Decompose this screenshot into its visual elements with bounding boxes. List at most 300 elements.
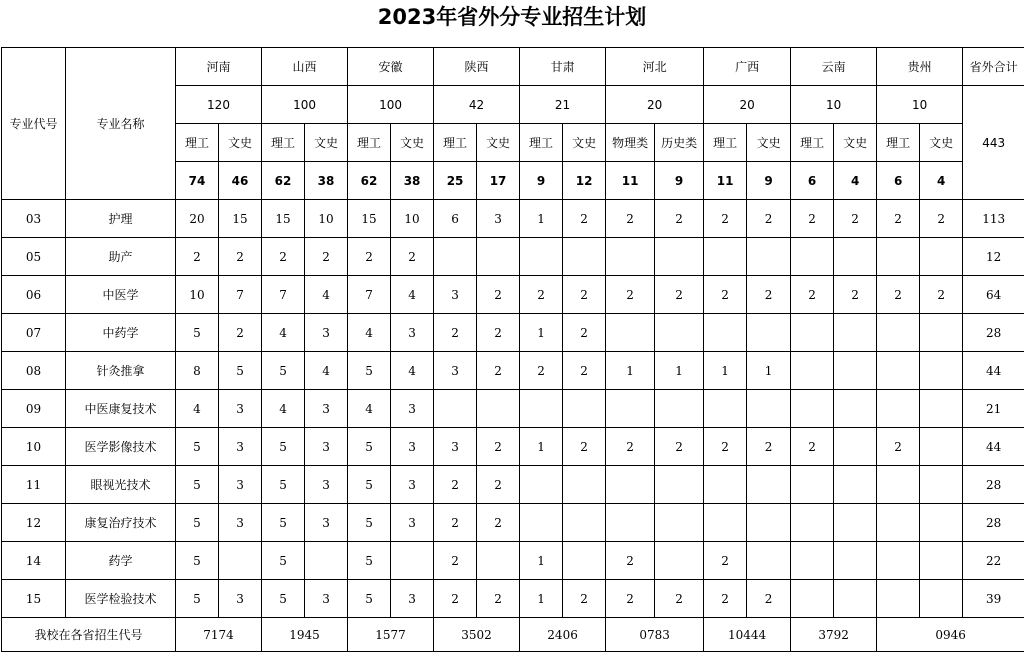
category-label: 理工: [176, 124, 219, 162]
major-name: 助产: [66, 238, 176, 276]
plan-cell: 5: [262, 542, 305, 580]
plan-cell: 3: [391, 580, 434, 618]
table-row: [2, 352, 1024, 390]
plan-cell: 4: [176, 390, 219, 428]
plan-cell: 3: [434, 352, 477, 390]
enrollment-code: 0783: [606, 618, 704, 652]
plan-cell: 3: [305, 580, 348, 618]
category-label: 文史: [477, 124, 520, 162]
plan-cell: 2: [606, 200, 655, 238]
plan-cell: [834, 352, 877, 390]
plan-cell: 1: [747, 352, 791, 390]
plan-cell: 4: [391, 352, 434, 390]
plan-cell: [704, 238, 747, 276]
province-total: 42: [434, 86, 520, 124]
enrollment-code: 7174: [176, 618, 262, 652]
category-label: 物理类: [606, 124, 655, 162]
plan-cell: 2: [655, 200, 704, 238]
plan-cell: 3: [305, 390, 348, 428]
plan-cell: 2: [920, 276, 963, 314]
plan-cell: [920, 314, 963, 352]
plan-cell: [877, 314, 920, 352]
major-name: 护理: [66, 200, 176, 238]
major-code: 07: [2, 314, 66, 352]
category-label: 理工: [434, 124, 477, 162]
plan-cell: 2: [747, 580, 791, 618]
plan-cell: 3: [219, 504, 262, 542]
plan-cell: 2: [176, 238, 219, 276]
major-name: 中医康复技术: [66, 390, 176, 428]
plan-cell: [920, 466, 963, 504]
plan-cell: 2: [747, 428, 791, 466]
plan-cell: 3: [305, 314, 348, 352]
plan-cell: 2: [606, 428, 655, 466]
category-count: 11: [704, 162, 747, 200]
plan-cell: 3: [219, 466, 262, 504]
plan-cell: [704, 314, 747, 352]
plan-cell: 1: [520, 542, 563, 580]
plan-cell: [305, 542, 348, 580]
plan-cell: [747, 504, 791, 542]
major-name: 药学: [66, 542, 176, 580]
plan-cell: 2: [704, 276, 747, 314]
plan-cell: 2: [877, 428, 920, 466]
plan-cell: [877, 390, 920, 428]
plan-cell: 3: [391, 466, 434, 504]
table-header: [2, 48, 1024, 200]
plan-cell: [747, 390, 791, 428]
total-header: 省外合计: [963, 48, 1024, 86]
plan-cell: [877, 352, 920, 390]
province-name: 河南: [176, 48, 262, 86]
plan-cell: [520, 504, 563, 542]
plan-cell: [920, 504, 963, 542]
plan-cell: 2: [747, 200, 791, 238]
plan-cell: [834, 580, 877, 618]
row-total: 64: [963, 276, 1024, 314]
plan-cell: [834, 390, 877, 428]
footer-label: 我校在各省招生代号: [2, 618, 176, 652]
plan-cell: 1: [520, 200, 563, 238]
major-name: 针灸推拿: [66, 352, 176, 390]
plan-cell: 2: [920, 200, 963, 238]
plan-cell: [477, 390, 520, 428]
plan-cell: 2: [434, 314, 477, 352]
plan-cell: [655, 390, 704, 428]
plan-cell: [920, 352, 963, 390]
plan-cell: [834, 504, 877, 542]
plan-cell: 2: [520, 276, 563, 314]
plan-cell: 3: [391, 314, 434, 352]
plan-cell: 10: [391, 200, 434, 238]
plan-cell: 3: [391, 390, 434, 428]
plan-cell: 3: [434, 276, 477, 314]
plan-cell: 5: [219, 352, 262, 390]
category-count: 17: [477, 162, 520, 200]
plan-cell: 2: [834, 276, 877, 314]
plan-cell: 4: [305, 352, 348, 390]
plan-cell: 7: [262, 276, 305, 314]
plan-cell: 15: [348, 200, 391, 238]
plan-cell: 2: [348, 238, 391, 276]
plan-cell: 4: [262, 390, 305, 428]
category-count: 62: [262, 162, 305, 200]
plan-cell: 4: [391, 276, 434, 314]
plan-cell: [655, 238, 704, 276]
table-row: [2, 428, 1024, 466]
province-total: 20: [606, 86, 704, 124]
plan-cell: [563, 390, 606, 428]
enrollment-plan-table: [1, 47, 1024, 652]
plan-cell: 4: [305, 276, 348, 314]
province-name: 甘肃: [520, 48, 606, 86]
major-name: 医学检验技术: [66, 580, 176, 618]
province-name: 陕西: [434, 48, 520, 86]
province-total: 100: [348, 86, 434, 124]
plan-cell: [920, 428, 963, 466]
category-count: 9: [747, 162, 791, 200]
plan-cell: 2: [262, 238, 305, 276]
category-count: 12: [563, 162, 606, 200]
category-count: 46: [219, 162, 262, 200]
row-total: 113: [963, 200, 1024, 238]
plan-cell: 5: [176, 580, 219, 618]
category-label: 文史: [747, 124, 791, 162]
row-total: 28: [963, 504, 1024, 542]
plan-cell: [606, 466, 655, 504]
name-header: 专业名称: [66, 48, 176, 200]
plan-cell: [834, 428, 877, 466]
plan-cell: 2: [477, 504, 520, 542]
plan-cell: [791, 238, 834, 276]
plan-cell: 2: [877, 276, 920, 314]
plan-cell: 5: [176, 314, 219, 352]
plan-cell: [877, 466, 920, 504]
category-count: 11: [606, 162, 655, 200]
province-total: 120: [176, 86, 262, 124]
major-code: 10: [2, 428, 66, 466]
category-label: 理工: [520, 124, 563, 162]
plan-cell: 3: [477, 200, 520, 238]
plan-cell: 15: [219, 200, 262, 238]
plan-cell: 5: [262, 504, 305, 542]
category-label: 文史: [219, 124, 262, 162]
plan-cell: [791, 580, 834, 618]
plan-cell: 2: [434, 580, 477, 618]
major-name: 中医学: [66, 276, 176, 314]
plan-cell: [747, 238, 791, 276]
plan-cell: [520, 390, 563, 428]
table-footer: [2, 618, 1024, 652]
plan-cell: [606, 238, 655, 276]
plan-cell: 5: [348, 580, 391, 618]
plan-cell: 2: [477, 276, 520, 314]
plan-cell: 10: [176, 276, 219, 314]
plan-cell: 1: [655, 352, 704, 390]
category-count: 4: [834, 162, 877, 200]
plan-cell: [655, 542, 704, 580]
grand-total: 443: [963, 86, 1024, 200]
plan-cell: 2: [520, 352, 563, 390]
plan-cell: [655, 466, 704, 504]
plan-cell: [791, 352, 834, 390]
plan-cell: [219, 542, 262, 580]
category-count: 6: [877, 162, 920, 200]
plan-cell: [834, 314, 877, 352]
major-code: 05: [2, 238, 66, 276]
enrollment-code: 1577: [348, 618, 434, 652]
plan-cell: 2: [563, 428, 606, 466]
row-total: 28: [963, 466, 1024, 504]
plan-cell: 2: [219, 238, 262, 276]
plan-cell: [834, 542, 877, 580]
plan-cell: 2: [563, 314, 606, 352]
plan-cell: [391, 542, 434, 580]
province-total: 10: [877, 86, 963, 124]
plan-cell: 5: [176, 466, 219, 504]
plan-cell: 3: [391, 428, 434, 466]
plan-cell: 2: [704, 580, 747, 618]
plan-cell: [920, 238, 963, 276]
province-name: 广西: [704, 48, 791, 86]
plan-cell: [563, 238, 606, 276]
plan-cell: 10: [305, 200, 348, 238]
plan-cell: 2: [791, 428, 834, 466]
plan-cell: 1: [606, 352, 655, 390]
plan-cell: 3: [434, 428, 477, 466]
plan-cell: 2: [219, 314, 262, 352]
plan-cell: 20: [176, 200, 219, 238]
plan-cell: 4: [348, 314, 391, 352]
row-total: 39: [963, 580, 1024, 618]
major-code: 12: [2, 504, 66, 542]
plan-cell: 5: [262, 580, 305, 618]
plan-cell: [606, 504, 655, 542]
plan-cell: [477, 542, 520, 580]
plan-cell: 2: [606, 580, 655, 618]
plan-cell: 2: [747, 276, 791, 314]
plan-cell: 2: [704, 542, 747, 580]
plan-cell: [563, 542, 606, 580]
plan-cell: 2: [655, 276, 704, 314]
plan-cell: 2: [434, 504, 477, 542]
plan-cell: [877, 504, 920, 542]
plan-cell: 5: [348, 542, 391, 580]
table-row: [2, 390, 1024, 428]
row-total: 28: [963, 314, 1024, 352]
plan-cell: 2: [655, 428, 704, 466]
plan-cell: 5: [348, 466, 391, 504]
plan-cell: [791, 466, 834, 504]
plan-cell: 7: [348, 276, 391, 314]
enrollment-code: 3502: [434, 618, 520, 652]
plan-cell: 2: [434, 466, 477, 504]
category-count: 9: [655, 162, 704, 200]
page-title: 2023年省外分专业招生计划: [377, 5, 647, 29]
plan-cell: [747, 542, 791, 580]
major-code: 09: [2, 390, 66, 428]
plan-cell: 1: [520, 314, 563, 352]
category-label: 文史: [563, 124, 606, 162]
plan-cell: [434, 390, 477, 428]
plan-cell: [791, 314, 834, 352]
table-row: [2, 542, 1024, 580]
plan-cell: 2: [655, 580, 704, 618]
plan-cell: 2: [791, 200, 834, 238]
plan-cell: [920, 390, 963, 428]
plan-cell: 2: [305, 238, 348, 276]
major-code: 11: [2, 466, 66, 504]
province-total: 10: [791, 86, 877, 124]
category-label: 理工: [262, 124, 305, 162]
plan-cell: [920, 580, 963, 618]
plan-cell: 2: [391, 238, 434, 276]
plan-cell: 5: [176, 428, 219, 466]
plan-cell: [655, 314, 704, 352]
category-label: 理工: [704, 124, 747, 162]
plan-cell: 2: [477, 352, 520, 390]
plan-cell: 3: [219, 428, 262, 466]
major-code: 06: [2, 276, 66, 314]
category-label: 文史: [920, 124, 963, 162]
plan-cell: [791, 542, 834, 580]
plan-cell: 3: [305, 504, 348, 542]
major-code: 15: [2, 580, 66, 618]
plan-cell: [563, 466, 606, 504]
plan-cell: [877, 580, 920, 618]
plan-cell: [877, 542, 920, 580]
footer-row: [2, 618, 1024, 652]
plan-cell: 5: [262, 428, 305, 466]
plan-cell: 2: [563, 352, 606, 390]
plan-cell: 3: [305, 428, 348, 466]
plan-cell: 5: [176, 504, 219, 542]
table-body: [2, 200, 1024, 618]
plan-cell: 2: [477, 580, 520, 618]
province-name: 云南: [791, 48, 877, 86]
plan-cell: 5: [262, 352, 305, 390]
header-row-province: [2, 48, 1024, 86]
category-count: 62: [348, 162, 391, 200]
plan-cell: 4: [348, 390, 391, 428]
table-row: [2, 314, 1024, 352]
category-count: 4: [920, 162, 963, 200]
plan-cell: 8: [176, 352, 219, 390]
plan-cell: 2: [563, 276, 606, 314]
enrollment-code: 10444: [704, 618, 791, 652]
province-name: 河北: [606, 48, 704, 86]
major-name: 医学影像技术: [66, 428, 176, 466]
plan-cell: [834, 238, 877, 276]
plan-cell: [477, 238, 520, 276]
major-name: 中药学: [66, 314, 176, 352]
category-count: 6: [791, 162, 834, 200]
plan-cell: [606, 390, 655, 428]
code-header: 专业代号: [2, 48, 66, 200]
table-row: [2, 504, 1024, 542]
major-name: 康复治疗技术: [66, 504, 176, 542]
plan-cell: 7: [219, 276, 262, 314]
major-name: 眼视光技术: [66, 466, 176, 504]
province-total: 20: [704, 86, 791, 124]
plan-cell: 2: [704, 200, 747, 238]
plan-cell: [434, 238, 477, 276]
category-count: 74: [176, 162, 219, 200]
plan-cell: 5: [176, 542, 219, 580]
category-label: 文史: [391, 124, 434, 162]
enrollment-code: 2406: [520, 618, 606, 652]
plan-cell: 2: [791, 276, 834, 314]
plan-cell: 2: [434, 542, 477, 580]
category-label: 历史类: [655, 124, 704, 162]
plan-cell: [920, 542, 963, 580]
major-code: 14: [2, 542, 66, 580]
table-row: [2, 200, 1024, 238]
plan-cell: [877, 238, 920, 276]
plan-cell: 2: [704, 428, 747, 466]
category-count: 9: [520, 162, 563, 200]
province-total: 100: [262, 86, 348, 124]
plan-cell: [704, 504, 747, 542]
enrollment-code: 3792: [791, 618, 877, 652]
enrollment-code: 1945: [262, 618, 348, 652]
plan-cell: 2: [563, 580, 606, 618]
plan-cell: [655, 504, 704, 542]
table-row: [2, 466, 1024, 504]
table-row: [2, 580, 1024, 618]
plan-cell: 4: [262, 314, 305, 352]
plan-cell: [563, 504, 606, 542]
plan-cell: 3: [219, 580, 262, 618]
province-name: 安徽: [348, 48, 434, 86]
table-row: [2, 276, 1024, 314]
major-code: 03: [2, 200, 66, 238]
row-total: 44: [963, 352, 1024, 390]
plan-cell: 1: [520, 428, 563, 466]
plan-cell: [747, 466, 791, 504]
category-label: 理工: [877, 124, 920, 162]
plan-cell: 5: [348, 352, 391, 390]
major-code: 08: [2, 352, 66, 390]
category-label: 文史: [305, 124, 348, 162]
plan-cell: 2: [834, 200, 877, 238]
plan-cell: 2: [477, 314, 520, 352]
plan-cell: 5: [262, 466, 305, 504]
plan-cell: [747, 314, 791, 352]
plan-cell: 2: [477, 466, 520, 504]
plan-cell: 3: [305, 466, 348, 504]
category-count: 38: [305, 162, 348, 200]
plan-cell: 2: [477, 428, 520, 466]
plan-cell: 1: [520, 580, 563, 618]
plan-cell: [520, 466, 563, 504]
plan-cell: 1: [704, 352, 747, 390]
plan-cell: [606, 314, 655, 352]
row-total: 12: [963, 238, 1024, 276]
plan-cell: 15: [262, 200, 305, 238]
plan-cell: 5: [348, 504, 391, 542]
row-total: 22: [963, 542, 1024, 580]
row-total: 44: [963, 428, 1024, 466]
plan-cell: 2: [877, 200, 920, 238]
plan-cell: 2: [606, 276, 655, 314]
province-total: 21: [520, 86, 606, 124]
plan-cell: [791, 390, 834, 428]
plan-cell: [704, 390, 747, 428]
plan-cell: [704, 466, 747, 504]
plan-cell: 3: [219, 390, 262, 428]
category-label: 文史: [834, 124, 877, 162]
